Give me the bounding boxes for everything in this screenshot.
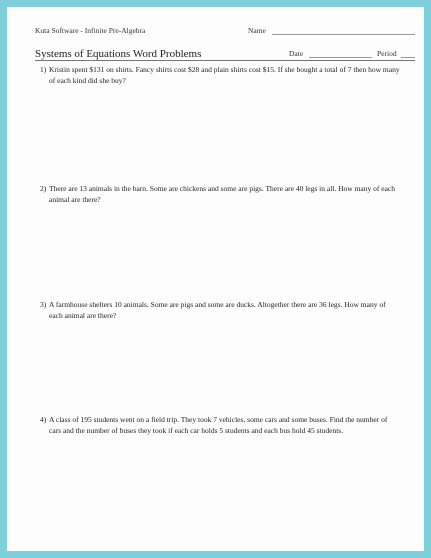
header-divider	[35, 60, 415, 61]
problem-text: Kristin spent $131 on shirts. Fancy shirts cost $28 and plain shirts cost $15. If she bought a total of 7 then how many of each kind did she buy?	[49, 65, 400, 85]
name-field-line	[272, 34, 415, 35]
date-field-line	[309, 57, 372, 58]
problem-number: 3)	[40, 300, 47, 309]
problem-number: 2)	[40, 184, 47, 193]
problem-text: A class of 195 students went on a field trip. They took 7 vehicles, some cars and some buses. Find the number of cars and the number of buses they took if each car holds 5 students and each bus hold 45 students.	[49, 415, 388, 435]
period-label: Period	[377, 49, 397, 58]
page-title: Systems of Equations Word Problems	[35, 48, 202, 60]
name-label: Name	[248, 26, 266, 35]
source-label: Kuta Software - Infinite Pre-Algebra	[35, 26, 146, 35]
problem-2	[40, 184, 400, 205]
problem-1	[40, 65, 400, 86]
problem-text: A farmhouse shelters 10 animals. Some are pigs and some are ducks. Altogether there are 36 legs. How many of each animal are there?	[49, 300, 386, 320]
date-label: Date	[289, 49, 304, 58]
problem-number: 4)	[40, 415, 47, 424]
problem-4	[40, 415, 400, 436]
problem-3	[40, 300, 400, 321]
problem-number: 1)	[40, 65, 47, 74]
problem-text: There are 13 animals in the barn. Some are chickens and some are pigs. There are 40 legs in all. How many of each animal are there?	[49, 184, 395, 204]
period-field-line	[401, 57, 415, 58]
